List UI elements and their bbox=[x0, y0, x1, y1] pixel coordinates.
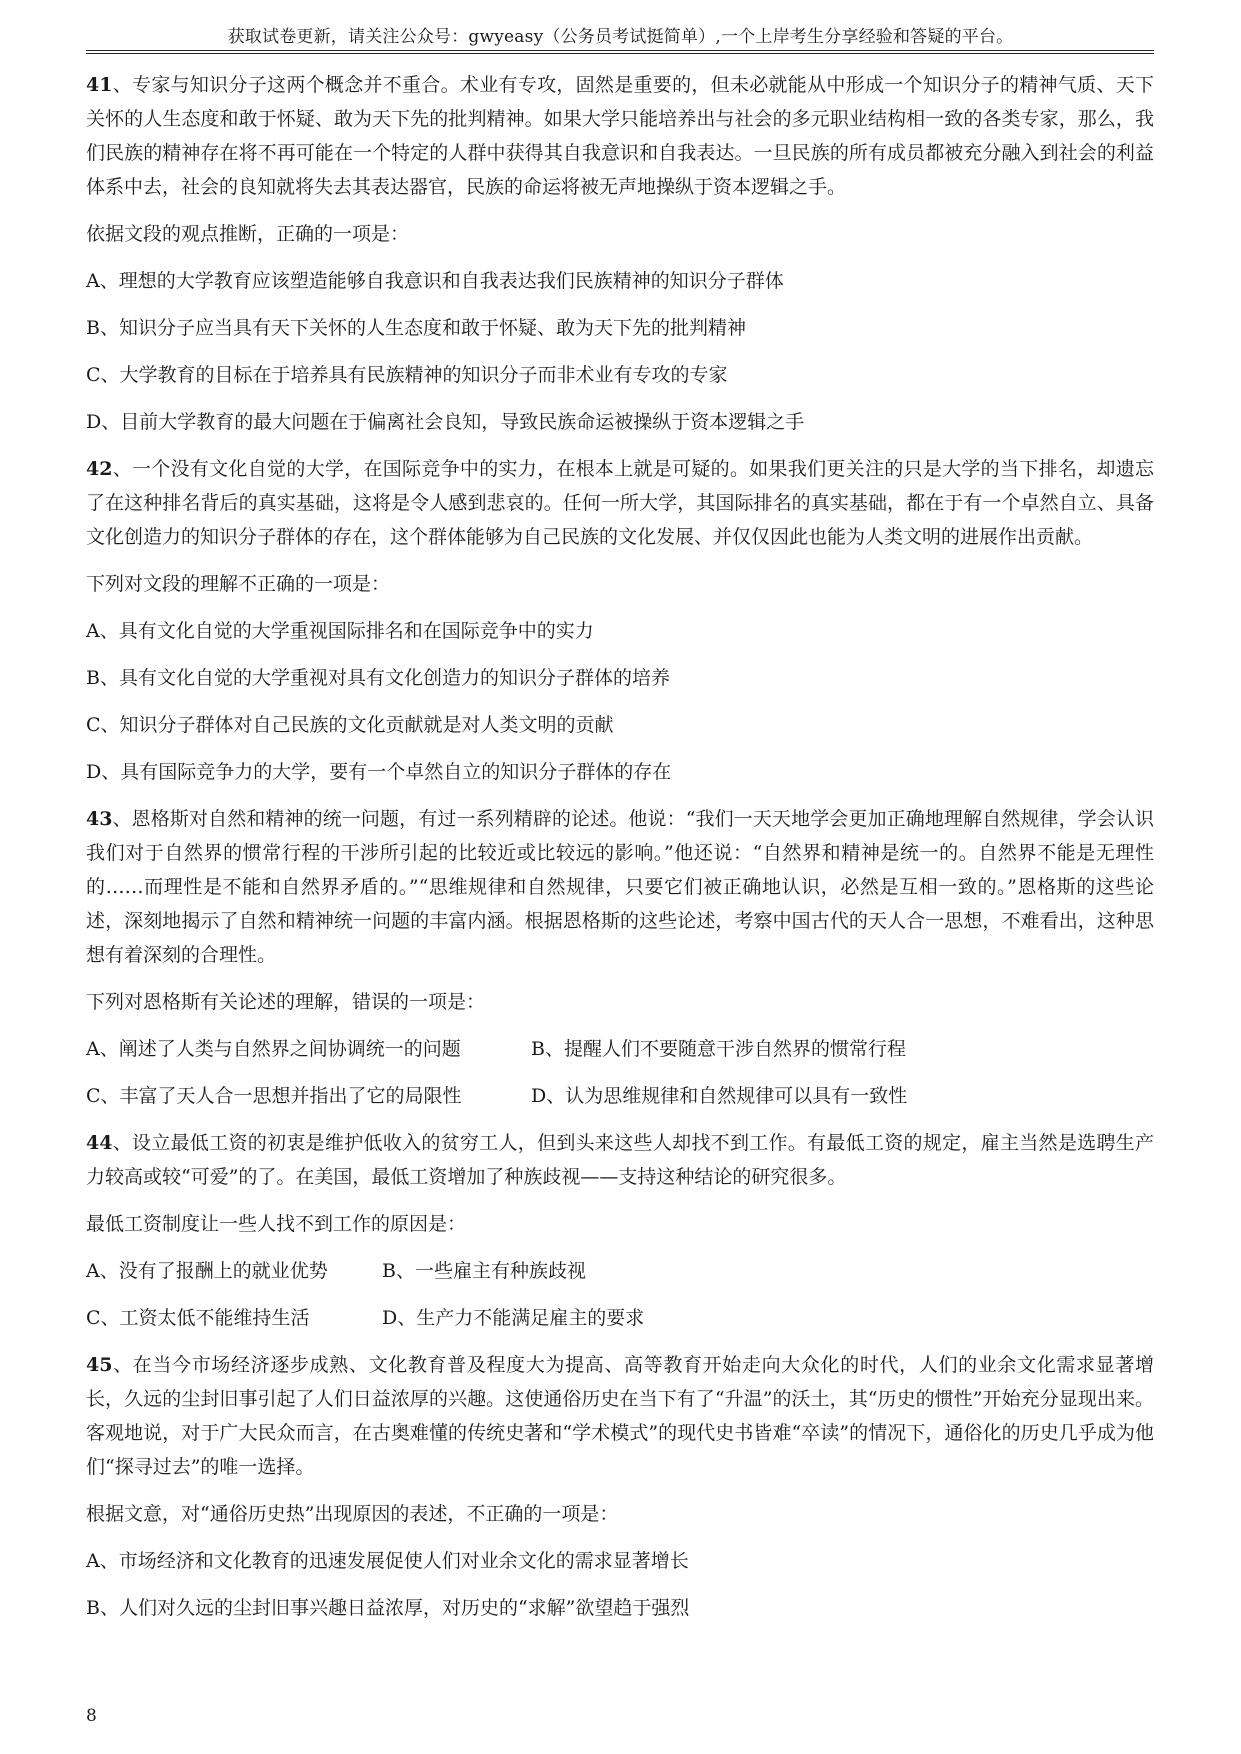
question-number: 44 bbox=[86, 1132, 113, 1154]
option-d: D、目前大学教育的最大问题在于偏离社会良知，导致民族命运被操纵于资本逻辑之手 bbox=[86, 411, 805, 433]
question-number: 43 bbox=[86, 808, 113, 830]
option-d: D、生产力不能满足雇主的要求 bbox=[382, 1307, 645, 1329]
option-row bbox=[86, 1254, 1154, 1288]
page-header bbox=[0, 22, 1241, 47]
question-41 bbox=[86, 68, 1154, 439]
option-c: C、工资太低不能维持生活 bbox=[86, 1307, 310, 1329]
option-b: B、提醒人们不要随意干涉自然界的惯常行程 bbox=[531, 1038, 906, 1060]
question-passage: 43、恩格斯对自然和精神的统一问题，有过一系列精辟的论述。他说：“我们一天天地学会更加正确地理解自然规律，学会认识我们对于自然界的惯常行程的干涉所引起的比较近或比较远的影响。”他还说：“自然界和精神是统一的。自然界不能是无理性的……而理性是不能和自然界矛盾的。”“思维规律和自然规律，只要它们被正确地认识，必然是互相一致的。”恩格斯的这些论述，深刻地揭示了自然和精神统一问题的丰富内涵。根据恩格斯的这些论述，考察中国古代的天人合一思想，不难看出，这种思想有着深刻的合理性。 bbox=[86, 808, 1154, 966]
header-notice: 获取试卷更新，请关注公众号：gwyeasy（公务员考试挺简单）,一个上岸考生分享经验和答疑的平台。 bbox=[227, 27, 1014, 47]
option-a: A、市场经济和文化教育的迅速发展促使人们对业余文化的需求显著增长 bbox=[86, 1550, 689, 1572]
option-b: B、一些雇主有种族歧视 bbox=[382, 1260, 586, 1282]
question-passage: 41、专家与知识分子这两个概念并不重合。术业有专攻，固然是重要的，但未必就能从中形成一个知识分子的精神气质、天下关怀的人生态度和敢于怀疑、敢为天下先的批判精神。如果大学只能培养出与社会的多元职业结构相一致的各类专家，那么，我们民族的精神存在将不再可能在一个特定的人群中获得其自我意识和自我表达。一旦民族的所有成员都被充分融入到社会的利益体系中去，社会的良知就将失去其表达器官，民族的命运将被无声地操纵于资本逻辑之手。 bbox=[86, 74, 1154, 198]
option-a: A、理想的大学教育应该塑造能够自我意识和自我表达我们民族精神的知识分子群体 bbox=[86, 270, 784, 292]
question-number: 42 bbox=[86, 458, 113, 480]
option-d: D、具有国际竞争力的大学，要有一个卓然自立的知识分子群体的存在 bbox=[86, 761, 672, 783]
option-a: A、阐述了人类与自然界之间协调统一的问题 bbox=[86, 1038, 461, 1060]
option-b: B、具有文化自觉的大学重视对具有文化创造力的知识分子群体的培养 bbox=[86, 667, 670, 689]
question-passage: 45、在当今市场经济逐步成熟、文化教育普及程度大为提高、高等教育开始走向大众化的时代，人们的业余文化需求显著增长，久远的尘封旧事引起了人们日益浓厚的兴趣。这使通俗历史在当下有了“升温”的沃土，其“历史的惯性”开始充分显现出来。客观地说，对于广大民众而言，在古奥难懂的传统史著和“学术模式”的现代史书皆难“卒读”的情况下，通俗化的历史几乎成为他们“探寻过去”的唯一选择。 bbox=[86, 1354, 1154, 1478]
question-prompt: 最低工资制度让一些人找不到工作的原因是： bbox=[86, 1213, 467, 1235]
question-44 bbox=[86, 1126, 1154, 1335]
question-number: 45 bbox=[86, 1354, 113, 1376]
option-c: C、知识分子群体对自己民族的文化贡献就是对人类文明的贡献 bbox=[86, 714, 614, 736]
question-passage: 42、一个没有文化自觉的大学，在国际竞争中的实力，在根本上就是可疑的。如果我们更关注的只是大学的当下排名，却遗忘了在这种排名背后的真实基础，这将是令人感到悲哀的。任何一所大学，其国际排名的真实基础，都在于有一个卓然自立、具备文化创造力的知识分子群体的存在，这个群体能够为自己民族的文化发展、并仅仅因此也能为人类文明的进展作出贡献。 bbox=[86, 458, 1154, 548]
option-a: A、没有了报酬上的就业优势 bbox=[86, 1260, 328, 1282]
option-c: C、丰富了天人合一思想并指出了它的局限性 bbox=[86, 1085, 462, 1107]
option-b: B、知识分子应当具有天下关怀的人生态度和敢于怀疑、敢为天下先的批判精神 bbox=[86, 317, 746, 339]
option-a: A、具有文化自觉的大学重视国际排名和在国际竞争中的实力 bbox=[86, 620, 594, 642]
page-number: 8 bbox=[86, 1706, 97, 1726]
question-prompt: 根据文意，对“通俗历史热”出现原因的表述，不正确的一项是： bbox=[86, 1503, 619, 1525]
option-row bbox=[86, 1079, 1154, 1113]
question-43 bbox=[86, 802, 1154, 1113]
question-passage: 44、设立最低工资的初衷是维护低收入的贫穷工人，但到头来这些人却找不到工作。有最低工资的规定，雇主当然是选聘生产力较高或较“可爱”的了。在美国，最低工资增加了种族歧视——支持这种结论的研究很多。 bbox=[86, 1132, 1154, 1188]
option-d: D、认为思维规律和自然规律可以具有一致性 bbox=[531, 1085, 908, 1107]
question-number: 41 bbox=[86, 74, 113, 96]
page-content bbox=[86, 68, 1154, 1638]
question-prompt: 下列对恩格斯有关论述的理解，错误的一项是： bbox=[86, 991, 486, 1013]
question-42 bbox=[86, 452, 1154, 789]
question-prompt: 依据文段的观点推断，正确的一项是： bbox=[86, 223, 410, 245]
header-double-rule bbox=[86, 50, 1154, 54]
question-45 bbox=[86, 1348, 1154, 1625]
option-row bbox=[86, 1032, 1154, 1066]
question-prompt: 下列对文段的理解不正确的一项是： bbox=[86, 573, 391, 595]
option-b: B、人们对久远的尘封旧事兴趣日益浓厚，对历史的“求解”欲望趋于强烈 bbox=[86, 1597, 690, 1619]
option-c: C、大学教育的目标在于培养具有民族精神的知识分子而非术业有专攻的专家 bbox=[86, 364, 728, 386]
option-row bbox=[86, 1301, 1154, 1335]
